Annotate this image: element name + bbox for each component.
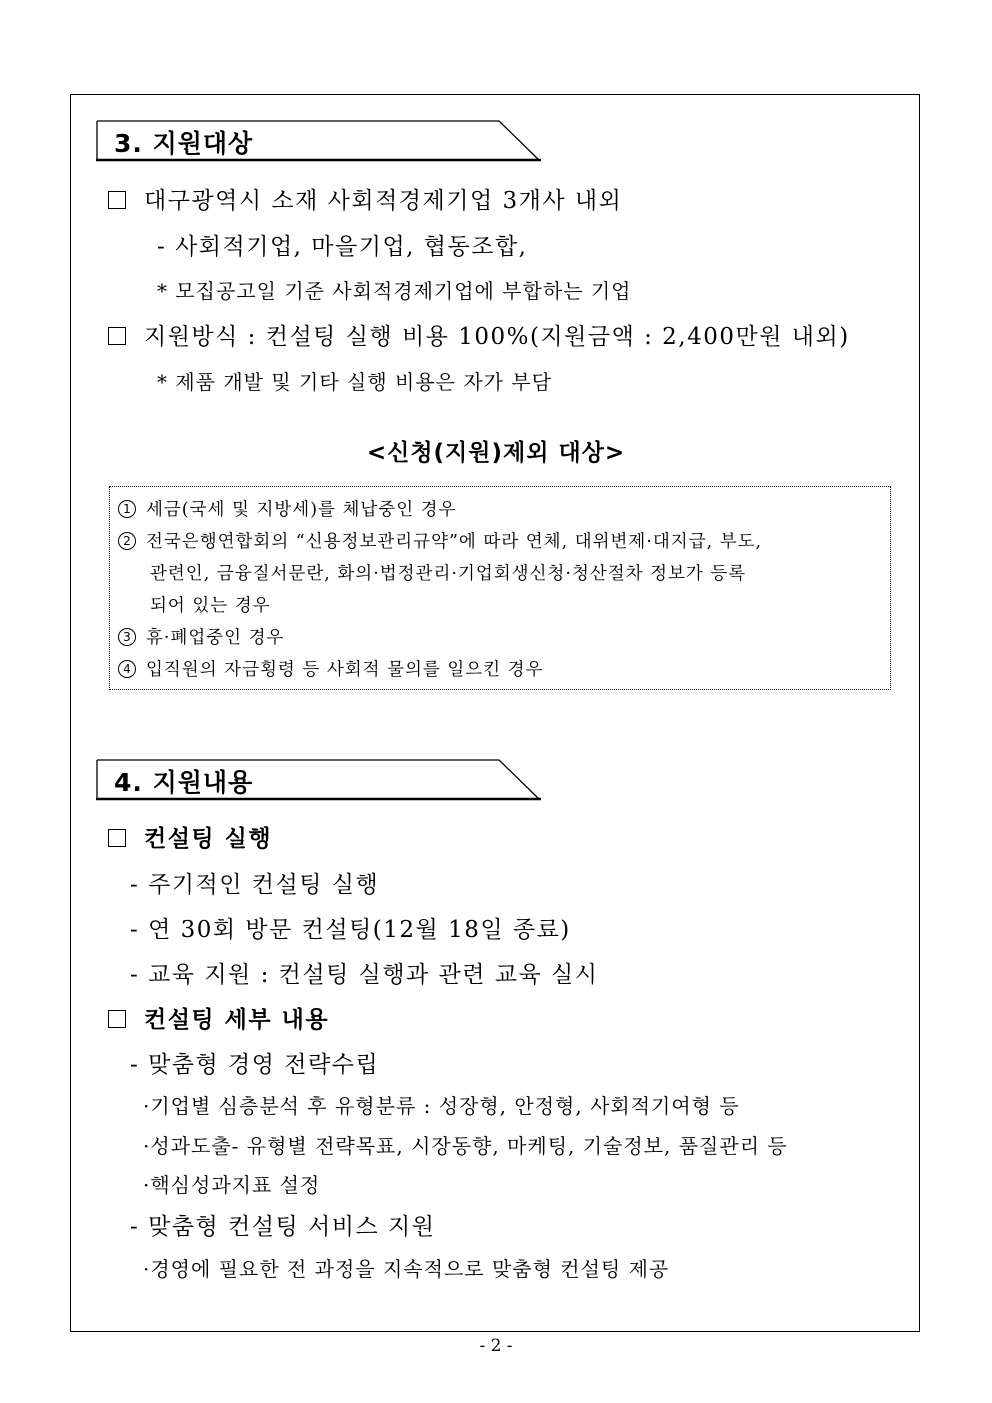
group2-sub1-item: ·핵심성과지표 설정 <box>143 1173 321 1197</box>
section4-title: 4. 지원내용 <box>114 768 254 797</box>
circled-number: 4 <box>118 660 136 678</box>
group1-heading <box>108 820 272 853</box>
group2-sub1-item: ·기업별 심층분석 후 유형분류 : 성장형, 안정형, 사회적기여형 등 <box>143 1094 740 1118</box>
circled-number: 1 <box>118 500 136 518</box>
group1-item: - 주기적인 컨설팅 실행 <box>130 872 380 898</box>
group2-title: 컨설팅 세부 내용 <box>144 1007 330 1033</box>
group2-sub2-item: ·경영에 필요한 전 과정을 지속적으로 맞춤형 컨설팅 제공 <box>143 1257 670 1281</box>
group2-sub2: - 맞춤형 컨설팅 서비스 지원 <box>130 1214 436 1240</box>
exclusion-item-3 <box>118 624 284 649</box>
group1-item: - 교육 지원 : 컨설팅 실행과 관련 교육 실시 <box>130 962 599 988</box>
checkbox-square-icon <box>108 829 126 847</box>
section3-header <box>96 120 541 162</box>
target-note: * 모집공고일 기준 사회적경제기업에 부합하는 기업 <box>157 279 632 303</box>
target-item <box>108 182 622 215</box>
section3-title: 3. 지원대상 <box>114 129 254 158</box>
section4-header <box>96 759 541 801</box>
group2-heading <box>108 1001 329 1034</box>
exclusion-item-2-line2: 관련인, 금융질서문란, 화의·법정관리·기업회생신청·청산절차 정보가 등록 <box>150 564 747 584</box>
circled-number: 3 <box>118 628 136 646</box>
page-number: - 2 - <box>479 1336 513 1356</box>
group1-title: 컨설팅 실행 <box>144 826 273 852</box>
exclusion-title: <신청(지원)제외 대상> <box>366 440 626 466</box>
support-method-text: 지원방식 : 컨설팅 실행 비용 100%(지원금액 : 2,400만원 내외) <box>144 324 850 350</box>
group1-item: - 연 30회 방문 컨설팅(12월 18일 종료) <box>130 917 571 943</box>
exclusion-item-2 <box>118 528 762 553</box>
circled-number: 2 <box>118 532 136 550</box>
support-method-note: * 제품 개발 및 기타 실행 비용은 자가 부담 <box>157 370 552 394</box>
exclusion-text: 휴·폐업중인 경우 <box>146 628 285 648</box>
target-sub: - 사회적기업, 마을기업, 협동조합, <box>157 234 528 260</box>
checkbox-square-icon <box>108 327 126 345</box>
exclusion-item-4 <box>118 656 543 681</box>
support-method-item <box>108 318 850 351</box>
exclusion-item-1 <box>118 496 456 521</box>
checkbox-square-icon <box>108 191 126 209</box>
exclusion-item-2-line3: 되어 있는 경우 <box>150 596 271 616</box>
exclusion-text: 전국은행연합회의 “신용정보관리규약”에 따라 연체, 대위변제·대지급, 부도, <box>146 532 763 552</box>
checkbox-square-icon <box>108 1010 126 1028</box>
target-item-text: 대구광역시 소재 사회적경제기업 3개사 내외 <box>144 188 623 214</box>
exclusion-text: 세금(국세 및 지방세)를 체납중인 경우 <box>146 500 457 520</box>
group2-sub1-item: ·성과도출- 유형별 전략목표, 시장동향, 마케팅, 기술정보, 품질관리 등 <box>143 1134 788 1158</box>
exclusion-text: 입직원의 자금횡령 등 사회적 물의를 일으킨 경우 <box>146 660 544 680</box>
group2-sub1: - 맞춤형 경영 전략수립 <box>130 1052 380 1078</box>
